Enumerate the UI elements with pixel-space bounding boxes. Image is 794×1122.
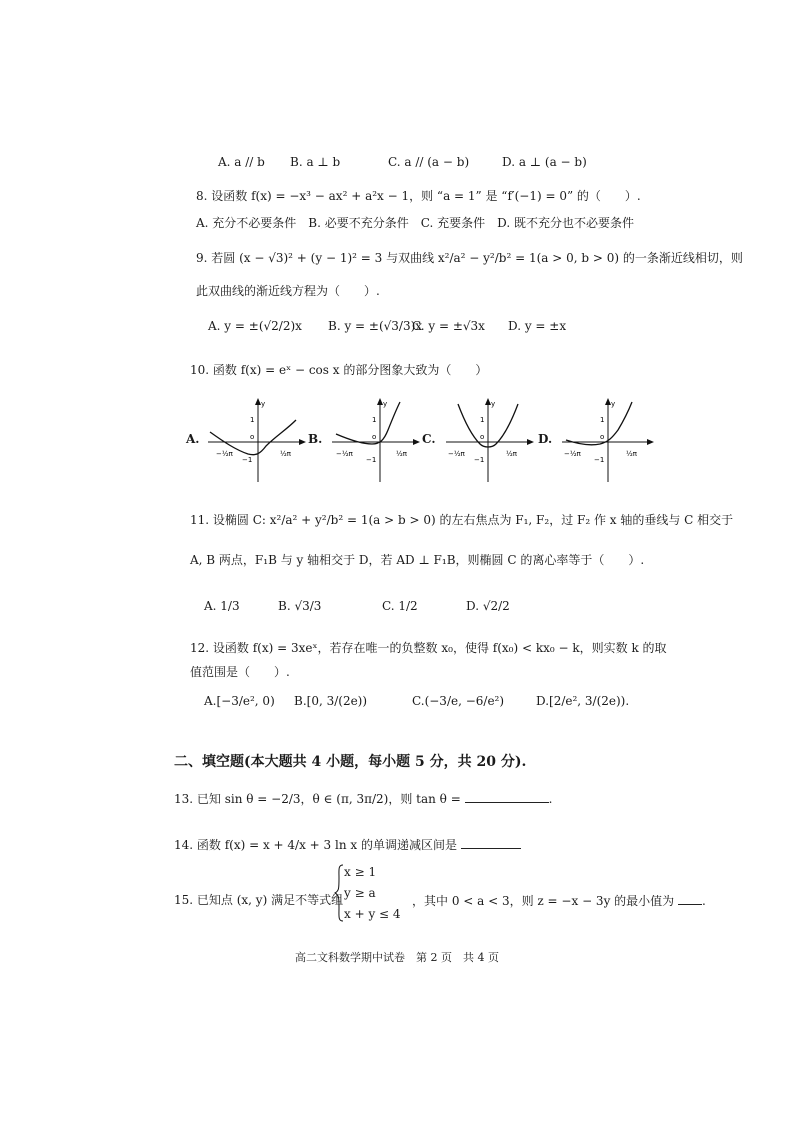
q7-option-c: C. a // (a − b) [388,155,470,169]
tick-neg-1: −1 [474,456,485,464]
y-axis-label: y [611,400,616,408]
q8-options: A. 充分不必要条件 B. 必要不充分条件 C. 充要条件 D. 既不充分也不必要条件 [196,216,634,230]
q9-option-c: C. y = ±√3x [412,319,485,333]
q12-stem-line1: 12. 设函数 f(x) = 3xeˣ，若存在唯一的负整数 x₀，使得 f(x₀) < kx₀ − k，则实数 k 的取 [190,641,667,655]
q15-system-brace [334,864,344,922]
tick-neg-1: −1 [594,456,605,464]
q10-graph-d [560,398,654,484]
q9-stem-line1: 9. 若圆 (x − √3)² + (y − 1)² = 3 与双曲线 x²/a² − y²/b² = 1(a > 0, b > 0) 的一条渐近线相切，则 [196,251,743,265]
q11-option-c: C. 1/2 [382,599,418,613]
q15-row [412,892,706,909]
q13-end: . [548,792,553,806]
q13-stem: 13. 已知 sin θ = −2/3，θ ∈ (π, 3π/2)，则 tan θ = [174,792,461,806]
q14-row [174,836,521,853]
q7-option-b: B. a ⊥ b [290,155,341,169]
q10-option-a-label: A. [186,432,200,446]
y-axis-label: y [383,400,388,408]
tick-neg-half-pi: −½π [564,450,581,458]
tick-neg-half-pi: −½π [336,450,353,458]
tick-half-pi: ½π [506,450,517,458]
q11-stem-line1: 11. 设椭圆 C: x²/a² + y²/b² = 1(a > b > 0) 的左右焦点为 F₁, F₂，过 F₂ 作 x 轴的垂线与 C 相交于 [190,513,734,527]
origin-label: o [372,433,377,441]
q7-option-a: A. a // b [218,155,265,169]
tick-1: 1 [250,416,255,424]
q12-option-c: C.(−3/e, −6/e²) [412,694,505,708]
q13-row [174,790,552,807]
tick-half-pi: ½π [626,450,637,458]
q15-suffix: ，其中 0 < a < 3，则 z = −x − 3y 的最小值为 [412,894,675,908]
y-axis-label: y [491,400,496,408]
q12-option-a: A.[−3/e², 0) [204,694,275,708]
tick-neg-half-pi: −½π [216,450,233,458]
y-axis-label: y [261,400,266,408]
q10-graph-a [206,398,306,484]
origin-label: o [600,433,605,441]
q10-stem: 10. 函数 f(x) = eˣ − cos x 的部分图象大致为（ ） [190,363,488,377]
tick-1: 1 [600,416,605,424]
q15-system-3: x + y ≤ 4 [344,907,401,921]
q11-stem-line2: A, B 两点，F₁B 与 y 轴相交于 D，若 AD ⊥ F₁B，则椭圆 C 的离心率等于（ ）. [190,553,645,567]
q13-answer-blank[interactable] [465,790,549,803]
tick-neg-1: −1 [366,456,377,464]
q12-option-d: D.[2/e², 3/(2e)). [536,694,630,708]
q15-end: . [702,894,706,908]
q11-option-b: B. √3/3 [278,599,322,613]
q14-stem: 14. 函数 f(x) = x + 4/x + 3 ln x 的单调递减区间是 [174,838,457,852]
q9-option-a: A. y = ±(√2/2)x [208,319,302,333]
q12-option-b: B.[0, 3/(2e)) [294,694,368,708]
tick-1: 1 [480,416,485,424]
q9-option-d: D. y = ±x [508,319,567,333]
q9-stem-line2: 此双曲线的渐近线方程为（ ）. [196,284,380,298]
tick-half-pi: ½π [396,450,407,458]
q10-graph-b [330,398,420,484]
q15-system-1: x ≥ 1 [344,865,377,879]
q14-answer-blank[interactable] [461,836,521,849]
q10-option-b-label: B. [308,432,323,446]
q10-option-d-label: D. [538,432,553,446]
origin-label: o [250,433,255,441]
q8-stem: 8. 设函数 f(x) = −x³ − ax² + a²x − 1，则 “a = 1” 是 “f′(−1) = 0” 的（ ）. [196,189,641,203]
tick-half-pi: ½π [280,450,291,458]
q9-option-b: B. y = ±(√3/3)x [328,319,423,333]
q15-answer-blank[interactable] [678,892,702,905]
q10-graph-c [444,398,534,484]
q15-system-2: y ≥ a [344,886,376,900]
q10-option-c-label: C. [422,432,436,446]
origin-label: o [480,433,485,441]
page-footer: 高二文科数学期中试卷 第 2 页 共 4 页 [295,951,499,964]
q7-option-d: D. a ⊥ (a − b) [502,155,587,169]
q11-option-d: D. √2/2 [466,599,510,613]
q15-prefix: 15. 已知点 (x, y) 满足不等式组 [174,893,344,907]
q11-option-a: A. 1/3 [204,599,240,613]
tick-neg-1: −1 [242,456,253,464]
tick-neg-half-pi: −½π [448,450,465,458]
q12-stem-line2: 值范围是（ ）. [190,665,290,679]
section2-title: 二、填空题(本大题共 4 小题，每小题 5 分，共 20 分). [174,754,527,770]
tick-1: 1 [372,416,377,424]
